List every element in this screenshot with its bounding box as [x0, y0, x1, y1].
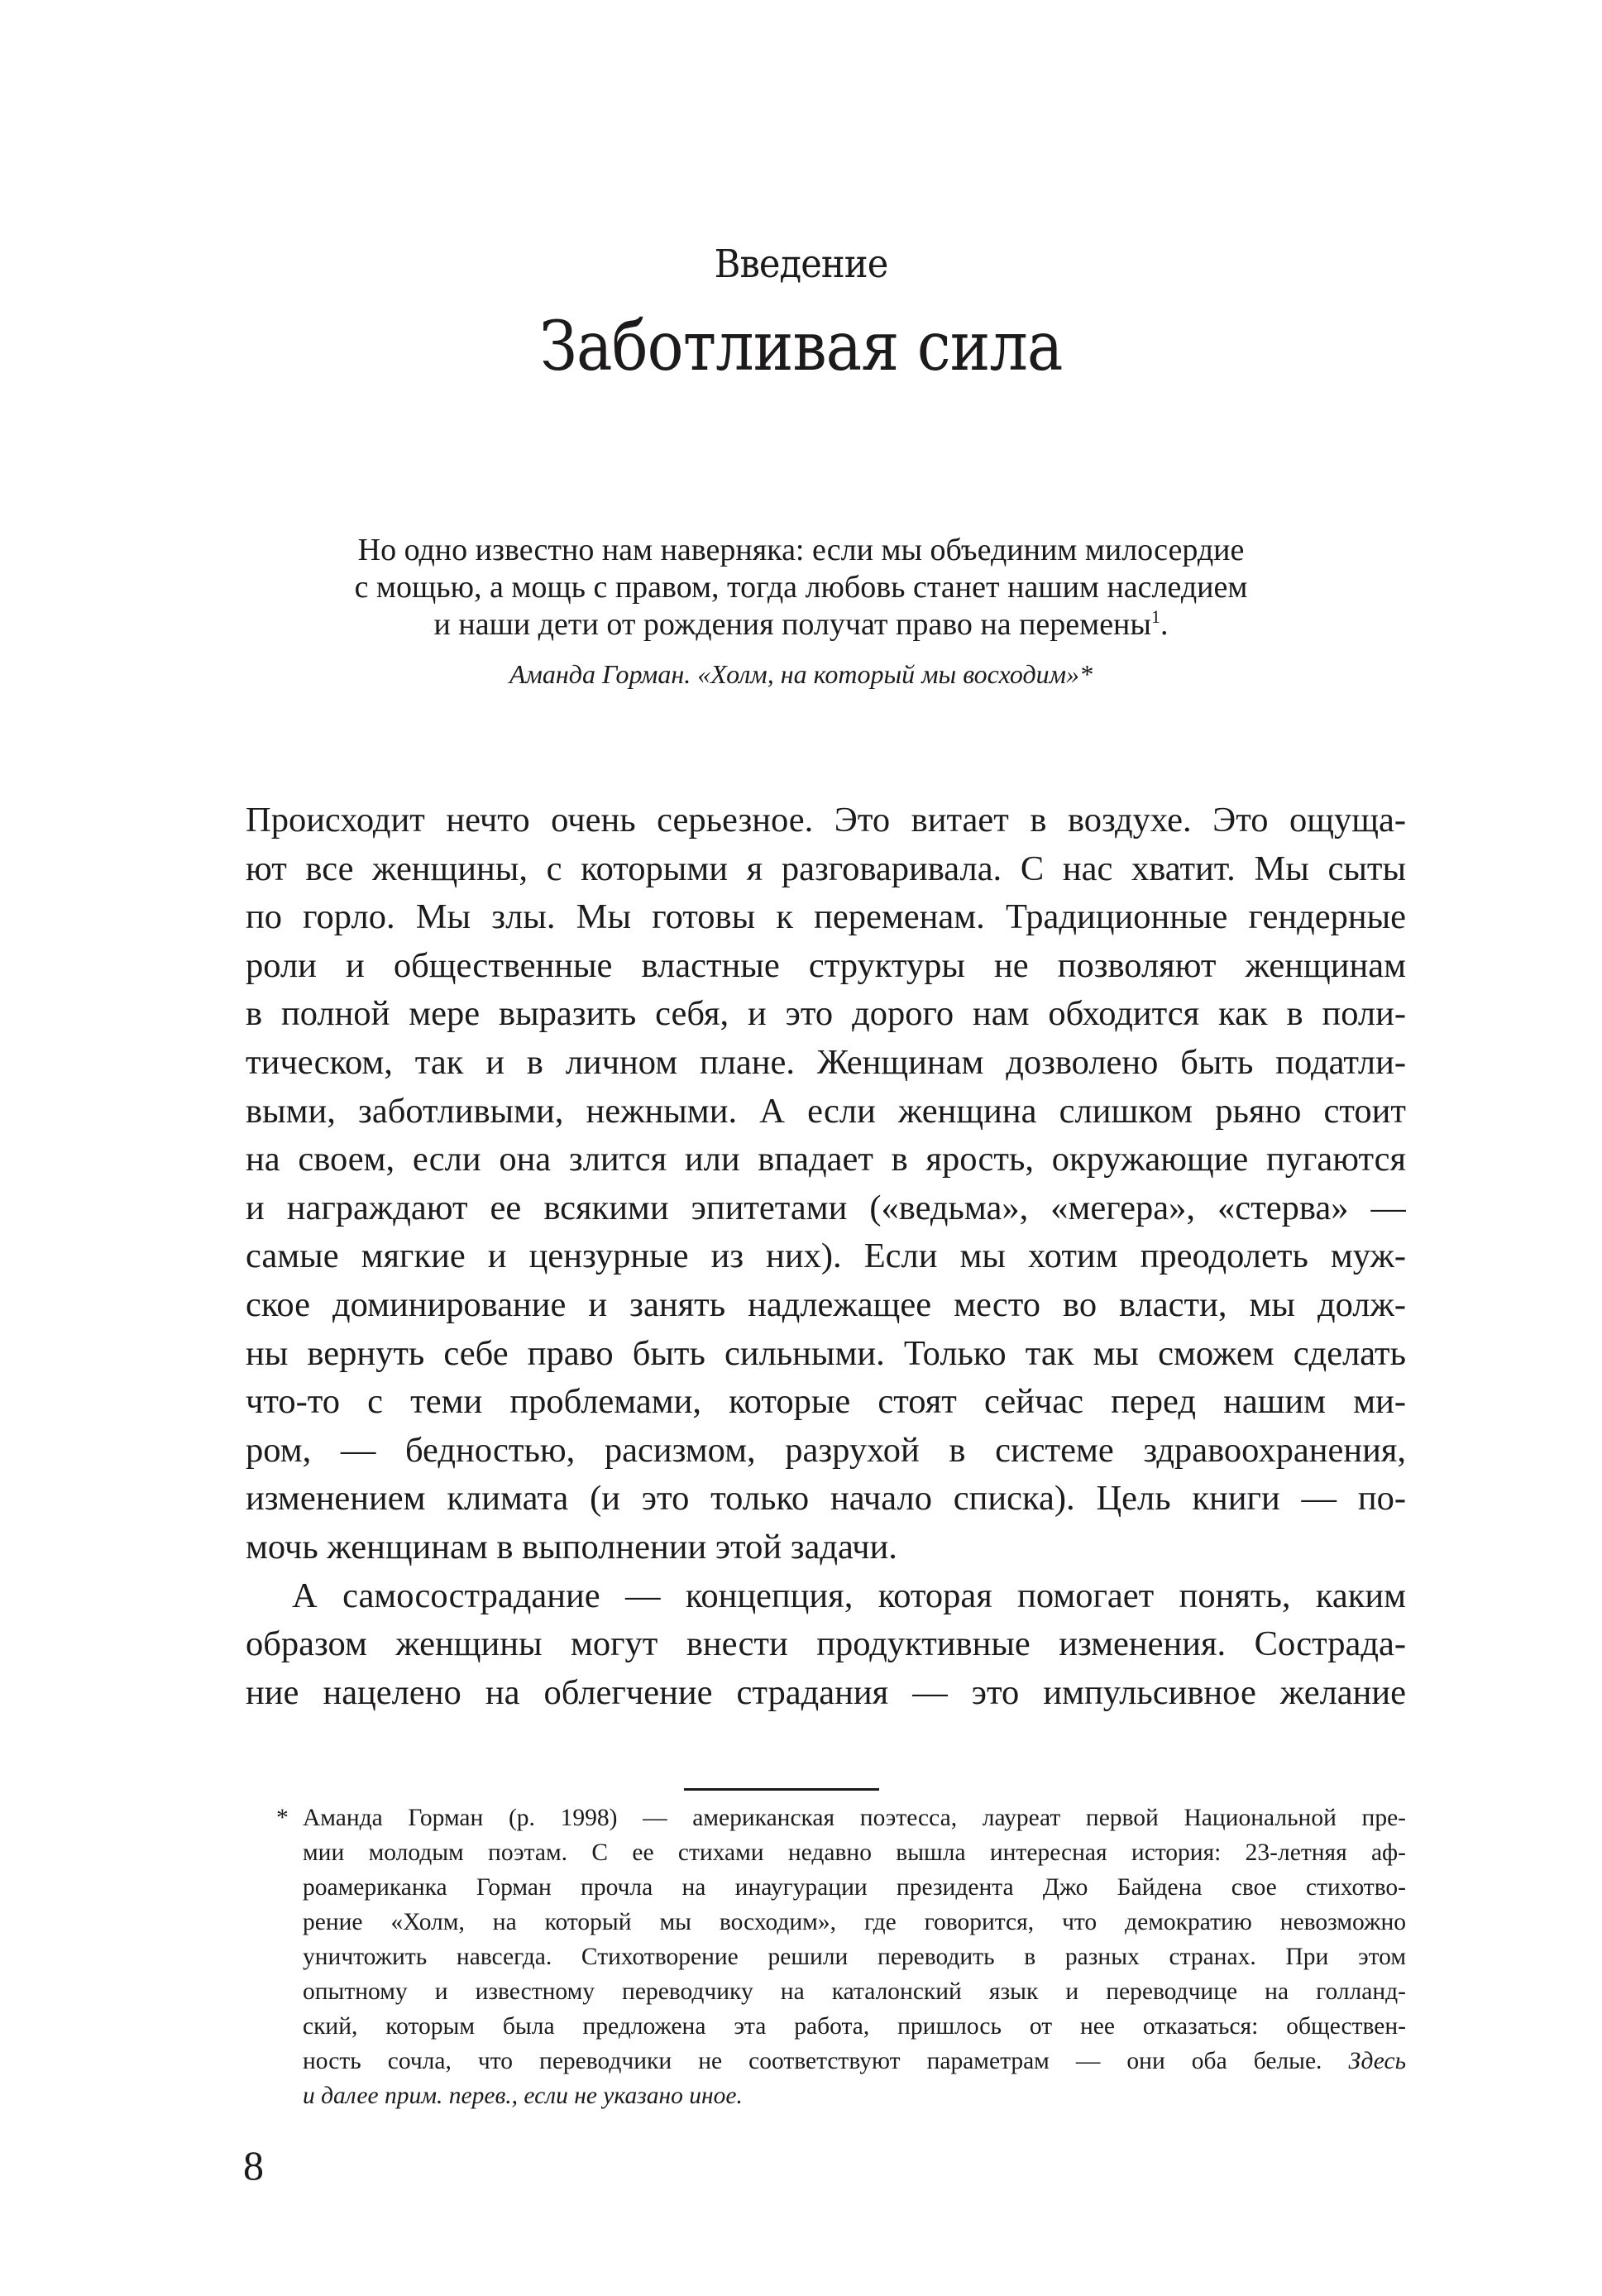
epigraph — [248, 532, 1354, 643]
footnote-line — [303, 2078, 1406, 2113]
body-text — [246, 796, 1406, 1717]
footnote-separator — [684, 1788, 879, 1791]
body-line: мочь женщинам в выполнении этой задачи. — [246, 1527, 897, 1567]
body-line: по горло. Мы злы. Мы готовы к переменам. Традиционные гендерные — [246, 897, 1406, 937]
body-line: ское доминирование и занять надлежащее место во власти, мы долж- — [246, 1284, 1406, 1324]
body-line: ние нацелено на облегчение страдания — это импульсивное желание — [246, 1672, 1406, 1712]
footnote-note-italic: Здесь — [1348, 2048, 1406, 2074]
footnote-line: опытному и известному переводчику на каталонский язык и переводчице на голланд- — [303, 1978, 1406, 2005]
footnote-reference[interactable]: 1 — [1150, 606, 1160, 627]
body-line: на своем, если она злится или впадает в ярость, окружающие пугаются — [246, 1140, 1406, 1179]
footnote-line: ский, которым была предложена эта работа, пришлось от нее отказаться: обществен- — [303, 2013, 1406, 2040]
footnote-line: мии молодым поэтам. С ее стихами недавно вышла интересная история: 23-летняя аф- — [303, 1839, 1406, 1866]
epigraph-line: Но одно известно нам наверняка: если мы объединим милосердие — [357, 533, 1245, 567]
chapter-label: Введение — [714, 242, 888, 287]
body-line: и награждают ее всякими эпитетами («ведьма», «мегера», «стерва» — — [246, 1188, 1406, 1227]
footnote — [303, 1801, 1406, 2113]
body-line: что-то с теми проблемами, которые стоят сейчас перед нашим ми- — [246, 1382, 1406, 1422]
body-line: ны вернуть себе право быть сильными. Только так мы сможем сделать — [246, 1333, 1406, 1373]
body-line: самые мягкие и цензурные из них). Если мы хотим преодолеть муж- — [246, 1236, 1406, 1276]
body-line: А самосострадание — концепция, которая помогает понять, каким — [292, 1576, 1406, 1615]
epigraph-line-last — [248, 606, 1354, 643]
body-line: ют все женщины, с которыми я разговаривала. С нас хватит. Мы сыты — [246, 849, 1406, 888]
body-line: выми, заботливыми, нежными. А если женщина слишком рьяно стоит — [246, 1091, 1406, 1131]
epigraph-line-end: . — [1160, 607, 1169, 642]
footnote-line: рение «Холм, на который мы восходим», где говорится, что демократию невозможно — [303, 1909, 1406, 1935]
body-line: ром, — бедностью, расизмом, разрухой в системе здравоохранения, — [246, 1430, 1406, 1470]
body-line: образом женщины могут внести продуктивные изменения. Сострада- — [246, 1624, 1406, 1664]
footnote-marker: * — [276, 1805, 289, 1831]
footnote-line-text: ность сочла, что переводчики не соответствуют параметрам — они оба белые. — [303, 2048, 1322, 2074]
footnote-line: Аманда Горман (р. 1998) — американская поэтесса, лауреат первой Национальной пре- — [303, 1805, 1406, 1831]
footnote-line: уничтожить навсегда. Стихотворение решили переводить в разных странах. При этом — [303, 1944, 1406, 1970]
body-line: тическом, так и в личном плане. Женщинам дозволено быть податли- — [246, 1042, 1406, 1082]
footnote-line: роамериканка Горман прочла на инаугурации президента Джо Байдена свое стихотво- — [303, 1874, 1406, 1901]
body-line: роли и общественные властные структуры не позволяют женщинам — [246, 945, 1406, 985]
page-number: 8 — [243, 2142, 264, 2188]
body-line: изменением климата (и это только начало списка). Цель книги — по- — [246, 1479, 1406, 1519]
body-line: Происходит нечто очень серьезное. Это витает в воздухе. Это ощуща- — [246, 801, 1406, 839]
footnote-line — [303, 2044, 1406, 2078]
body-line: в полной мере выразить себя, и это дорого нам обходится как в поли- — [246, 994, 1406, 1034]
epigraph-source: Аманда Горман. «Холм, на который мы восходим»* — [509, 659, 1093, 689]
footnote-note-italic: и далее прим. перев., если не указано иное. — [303, 2083, 743, 2109]
epigraph-line-text: и наши дети от рождения получат право на перемены — [433, 607, 1151, 642]
chapter-title: Заботливая сила — [539, 308, 1063, 386]
epigraph-line: с мощью, а мощь с правом, тогда любовь станет нашим наследием — [354, 570, 1248, 605]
